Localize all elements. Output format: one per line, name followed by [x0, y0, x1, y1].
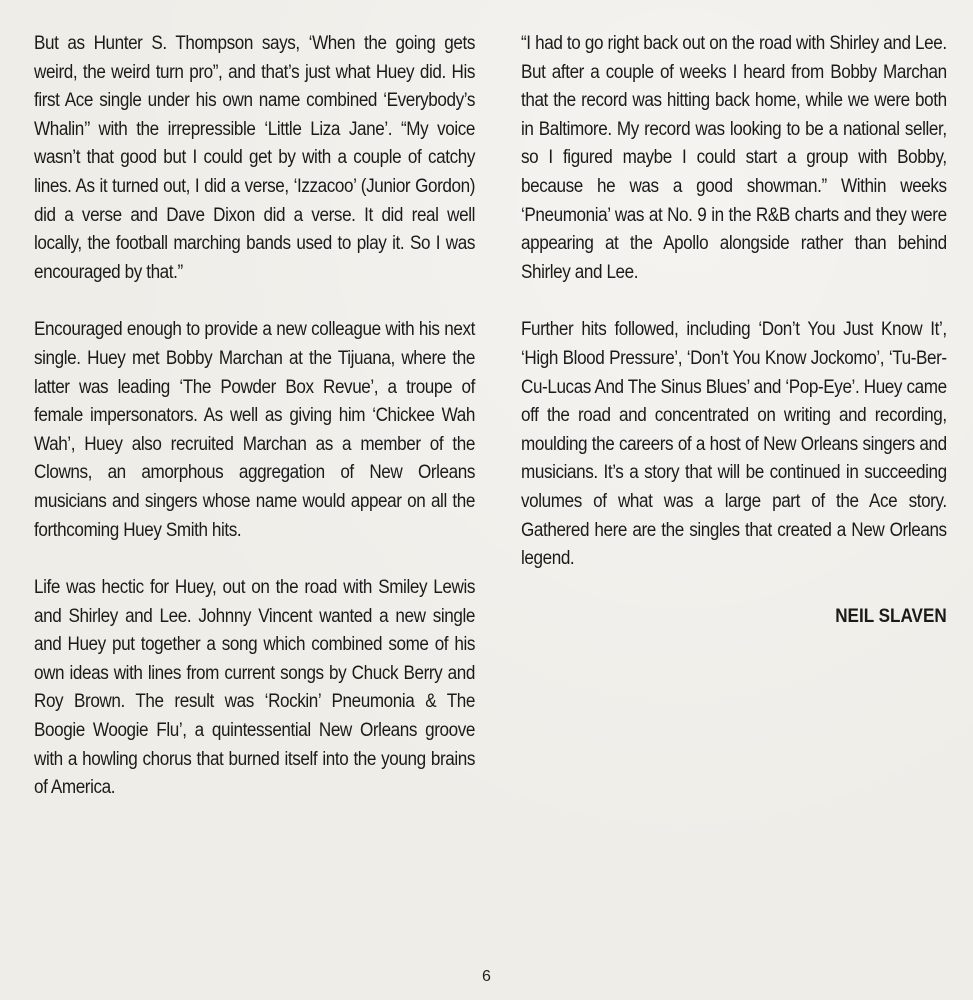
- author-signature: NEIL SLAVEN: [835, 605, 947, 627]
- paragraph-rockin-pneumonia: Life was hectic for Huey, out on the road with Smiley Lewis and Shirley and Lee. Johnny Vincent wanted a new single and Huey put together a song which combined some of his own ideas with lines from current songs by Chuck Berry and Roy Brown. The result was ‘Rockin’ Pneumonia & The Boogie Woogie Flu’, a quintessential New Orleans groove with a howling chorus that burned itself into the young brains of America.: [34, 577, 475, 799]
- paragraph-road-shirley-lee: “I had to go right back out on the road with Shirley and Lee. But after a couple of weeks I heard from Bobby Marchan that the record was hitting back home, while we were both in Baltimore. My record was looking to be a national seller, so I figured maybe I could start a group with Bobby, because he was a good showman.” Within weeks ‘Pneumonia’ was at No. 9 in the R&B charts and they were appearing at the Apollo alongside rather than behind Shirley and Lee.: [521, 33, 947, 283]
- paragraph-bobby-marchan: Encouraged enough to provide a new colleague with his next single. Huey met Bobby Marchan at the Tijuana, where the latter was leading ‘The Powder Box Revue’, a troupe of female impersonators. As well as giving him ‘Chickee Wah Wah’, Huey also recruited Marchan as a member of the Clowns, an amorphous aggregation of New Orleans musicians and singers whose name would appear on all the forthcoming Huey Smith hits.: [34, 319, 475, 541]
- paragraph-thompson-quote: But as Hunter S. Thompson says, ‘When the going gets weird, the weird turn pro”, and that’s just what Huey did. His first Ace single under his own name combined ‘Everybody’s Whalin’’ with the irrepressible ‘Little Liza Jane’. “My voice wasn’t that good but I could get by with a couple of catchy lines. As it turned out, I did a verse, ‘Izzacoo’ (Junior Gordon) did a verse and Dave Dixon did a verse. It did real well locally, the football marching bands used to play it. So I was encouraged by that.”: [34, 33, 475, 283]
- left-text-column: [34, 30, 475, 832]
- page-number: 6: [482, 968, 491, 985]
- right-text-column: [521, 30, 947, 660]
- paragraph-further-hits: Further hits followed, including ‘Don’t You Just Know It’, ‘High Blood Pressure’, ‘Don’t You Know Jockomo’, ‘Tu-Ber-Cu-Lucas And The Sinus Blues’ and ‘Pop-Eye’. Huey came off the road and concentrated on writing and recording, moulding the careers of a host of New Orleans singers and musicians. It’s a story that will be continued in succeeding volumes of what was a large part of the Ace story. Gathered here are the singles that created a New Orleans legend.: [521, 319, 947, 570]
